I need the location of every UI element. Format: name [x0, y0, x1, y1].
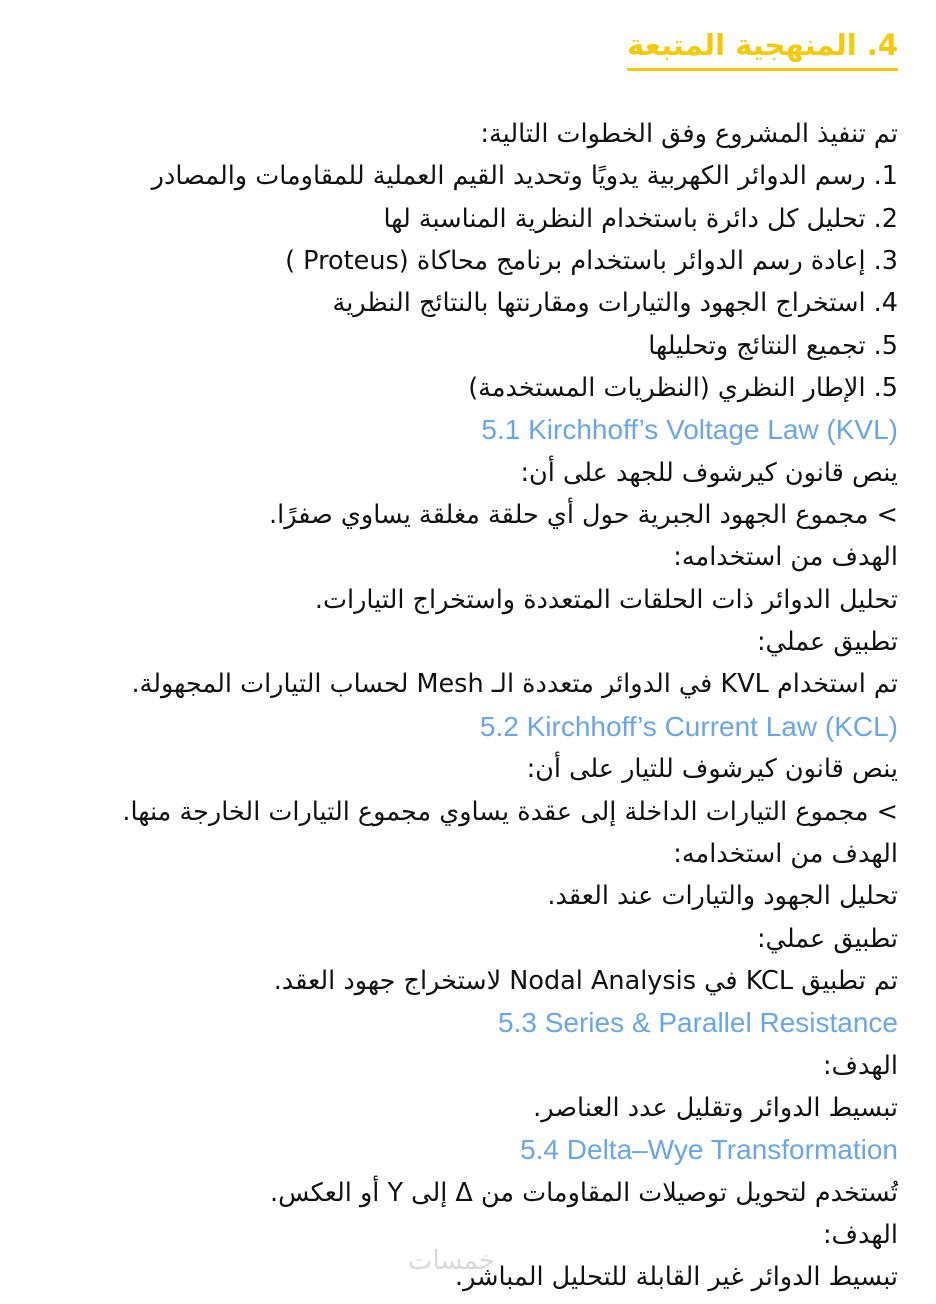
content-lines	[14, 113, 898, 1299]
text-line: الهدف:	[822, 1219, 898, 1250]
subsection-heading: 5.1 Kirchhoff’s Voltage Law (KVL)	[481, 414, 898, 446]
subsection-heading: 5.4 Delta–Wye Transformation	[520, 1134, 898, 1166]
subsection-heading: 5.2 Kirchhoff’s Current Law (KCL)	[479, 710, 898, 742]
text-line: 5. تجميع النتائج وتحليلها	[648, 330, 898, 361]
subsection-heading: 5.3 Series & Parallel Resistance	[498, 1007, 898, 1039]
text-line: 4. استخراج الجهود والتيارات ومقارنتها بالنتائج النظرية	[332, 288, 898, 319]
text-line: تُستخدم لتحويل توصيلات المقاومات من Δ إلى Y أو العكس.	[270, 1177, 898, 1208]
text-line: الهدف من استخدامه:	[673, 542, 898, 573]
text-line: تحليل الدوائر ذات الحلقات المتعددة واستخراج التيارات.	[314, 584, 898, 615]
text-line: 3. إعادة رسم الدوائر باستخدام برنامج محاكاة (Proteus )	[285, 246, 898, 277]
text-line: > مجموع الجهود الجبرية حول أي حلقة مغلقة يساوي صفرًا.	[269, 500, 898, 531]
text-line: ينص قانون كيرشوف للتيار على أن:	[526, 754, 898, 785]
text-line: تم تنفيذ المشروع وفق الخطوات التالية:	[480, 119, 898, 149]
text-line: تطبيق عملي:	[756, 923, 898, 954]
text-line: 5. الإطار النظري (النظريات المستخدمة)	[468, 373, 898, 404]
text-line: الهدف:	[822, 1050, 898, 1081]
text-line: 1. رسم الدوائر الكهربية يدويًا وتحديد القيم العملية للمقاومات والمصادر	[151, 161, 898, 192]
text-line: الهدف من استخدامه:	[673, 838, 898, 869]
text-line: > مجموع التيارات الداخلة إلى عقدة يساوي مجموع التيارات الخارجة منها.	[122, 796, 898, 827]
text-line: 2. تحليل كل دائرة باستخدام النظرية المناسبة لها	[383, 203, 898, 234]
text-line: تطبيق عملي:	[756, 627, 898, 658]
section-title: 4. المنهجية المتبعة	[627, 22, 898, 71]
text-line: ينص قانون كيرشوف للجهد على أن:	[520, 457, 898, 488]
watermark: خمسات	[408, 1246, 495, 1276]
text-line: تبسيط الدوائر غير القابلة للتحليل المباشر.	[454, 1262, 898, 1293]
text-line: تحليل الجهود والتيارات عند العقد.	[547, 881, 898, 912]
text-line: تم استخدام KVL في الدوائر متعددة الـ Mesh لحساب التيارات المجهولة.	[131, 669, 898, 700]
text-line: تم تطبيق KCL في Nodal Analysis لاستخراج جهود العقد.	[273, 965, 898, 996]
text-line: تبسيط الدوائر وتقليل عدد العناصر.	[533, 1092, 898, 1123]
